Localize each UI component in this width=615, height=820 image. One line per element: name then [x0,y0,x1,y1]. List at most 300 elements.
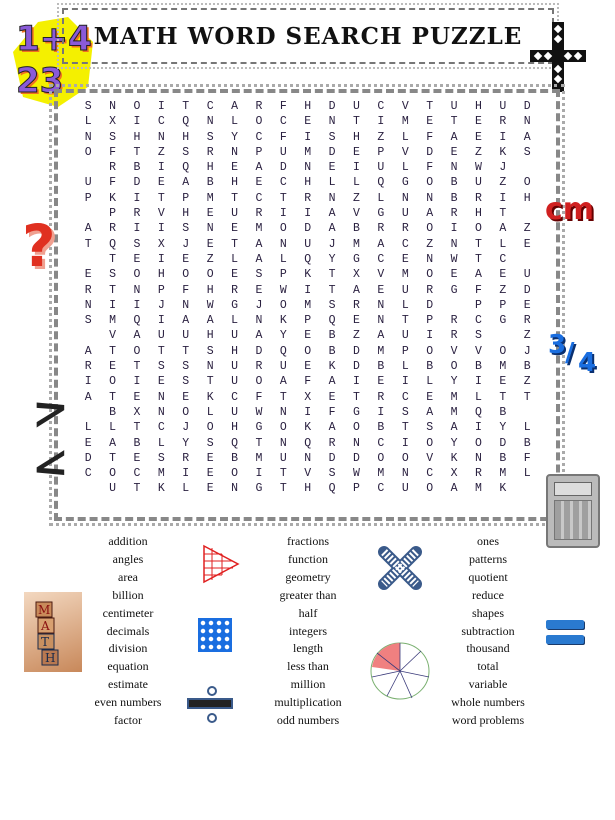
grid-letter[interactable]: N [401,467,409,481]
grid-letter[interactable]: U [231,405,238,419]
grid-letter[interactable]: O [231,467,238,481]
grid-letter[interactable]: T [279,191,287,205]
grid-letter[interactable]: T [523,390,531,404]
grid-letter[interactable]: U [279,145,287,159]
grid-letter[interactable]: K [499,145,507,159]
grid-letter[interactable]: L [474,390,482,404]
grid-letter[interactable]: L [157,436,165,450]
grid-letter[interactable]: F [426,161,434,175]
grid-letter[interactable]: I [133,115,141,129]
grid-letter[interactable]: M [353,237,360,251]
grid-letter[interactable]: I [133,298,141,312]
grid-letter[interactable]: G [231,298,238,312]
grid-letter[interactable]: A [450,130,458,144]
grid-letter[interactable]: P [304,314,312,328]
grid-letter[interactable]: A [523,130,531,144]
grid-letter[interactable]: T [133,145,141,159]
grid-letter[interactable]: I [474,421,482,435]
grid-letter[interactable]: I [157,161,165,175]
grid-letter[interactable]: L [231,252,238,266]
grid-letter[interactable]: E [353,145,360,159]
grid-letter[interactable]: I [279,207,287,221]
grid-letter[interactable] [76,328,100,343]
grid-letter[interactable]: B [499,405,507,419]
grid-letter[interactable]: N [157,390,165,404]
grid-letter[interactable]: O [133,344,141,358]
grid-letter[interactable]: B [328,344,336,358]
grid-letter[interactable]: B [328,329,336,343]
grid-letter[interactable]: H [474,207,482,221]
grid-letter[interactable]: O [109,467,117,481]
grid-letter[interactable]: C [84,467,92,481]
grid-letter[interactable]: N [426,252,434,266]
grid-letter[interactable]: F [182,283,190,297]
grid-letter[interactable]: E [206,451,214,465]
grid-letter[interactable]: A [109,436,117,450]
grid-letter[interactable]: E [426,390,434,404]
grid-letter[interactable]: R [255,100,263,113]
grid-letter[interactable]: W [206,298,214,312]
grid-letter[interactable]: T [109,252,117,266]
grid-letter[interactable]: S [401,405,409,419]
grid-letter[interactable]: W [279,283,287,297]
grid-letter[interactable] [491,328,515,343]
grid-letter[interactable]: F [328,405,336,419]
grid-letter[interactable]: I [133,375,141,389]
grid-letter[interactable]: N [328,115,336,129]
grid-letter[interactable]: B [474,360,482,374]
grid-letter[interactable]: V [377,268,385,282]
grid-letter[interactable]: N [206,360,214,374]
grid-letter[interactable]: P [255,145,263,159]
grid-letter[interactable]: T [133,482,141,496]
grid-letter[interactable]: T [499,390,507,404]
grid-letter[interactable]: D [328,100,336,113]
grid-letter[interactable]: G [255,482,263,496]
grid-letter[interactable]: J [182,237,190,251]
grid-letter[interactable]: A [328,375,336,389]
grid-letter[interactable]: R [377,222,385,236]
grid-letter[interactable]: K [304,268,312,282]
grid-letter[interactable]: K [328,360,336,374]
grid-letter[interactable]: F [109,176,117,190]
grid-letter[interactable]: O [523,176,531,190]
grid-letter[interactable]: K [206,390,214,404]
grid-letter[interactable]: A [84,344,92,358]
grid-letter[interactable]: E [157,176,165,190]
grid-letter[interactable]: X [157,237,165,251]
grid-letter[interactable]: D [133,176,141,190]
grid-letter[interactable]: Z [523,329,531,343]
grid-letter[interactable]: N [206,115,214,129]
grid-letter[interactable]: D [255,344,263,358]
grid-letter[interactable]: V [157,207,165,221]
grid-letter[interactable]: Y [450,375,458,389]
grid-letter[interactable]: E [182,252,190,266]
grid-letter[interactable]: E [304,329,312,343]
grid-letter[interactable]: O [206,268,214,282]
grid-letter[interactable]: L [206,405,214,419]
grid-letter[interactable]: A [328,207,336,221]
grid-letter[interactable]: A [133,329,141,343]
grid-letter[interactable]: T [182,100,190,113]
grid-letter[interactable]: R [353,298,360,312]
grid-letter[interactable]: O [474,222,482,236]
grid-letter[interactable]: A [450,421,458,435]
grid-letter[interactable]: S [206,130,214,144]
grid-letter[interactable]: F [426,130,434,144]
grid-letter[interactable]: E [255,176,263,190]
grid-letter[interactable]: I [157,314,165,328]
grid-letter[interactable]: A [84,390,92,404]
grid-letter[interactable]: H [523,191,531,205]
grid-letter[interactable]: O [426,222,434,236]
grid-letter[interactable]: W [474,161,482,175]
grid-letter[interactable]: D [353,360,360,374]
grid-letter[interactable]: L [84,115,92,129]
grid-letter[interactable]: U [279,360,287,374]
grid-letter[interactable]: I [133,222,141,236]
grid-letter[interactable]: K [157,482,165,496]
grid-letter[interactable]: B [450,191,458,205]
grid-letter[interactable]: R [255,207,263,221]
grid-letter[interactable]: L [401,130,409,144]
grid-letter[interactable]: U [157,329,165,343]
grid-letter[interactable]: I [182,467,190,481]
grid-letter[interactable]: I [377,115,385,129]
grid-letter[interactable]: J [157,298,165,312]
grid-letter[interactable]: N [304,451,312,465]
grid-letter[interactable]: U [523,268,531,282]
grid-letter[interactable]: Z [523,375,531,389]
grid-letter[interactable]: O [133,268,141,282]
grid-letter[interactable]: S [328,130,336,144]
grid-letter[interactable]: E [450,268,458,282]
grid-letter[interactable]: I [499,130,507,144]
grid-letter[interactable]: H [231,176,238,190]
grid-letter[interactable]: R [450,329,458,343]
grid-letter[interactable]: Q [279,344,287,358]
grid-letter[interactable]: I [255,467,263,481]
grid-letter[interactable]: M [401,115,409,129]
grid-letter[interactable]: M [450,405,458,419]
grid-letter[interactable]: S [157,451,165,465]
grid-letter[interactable]: O [450,360,458,374]
grid-letter[interactable]: T [109,344,117,358]
grid-letter[interactable]: N [328,191,336,205]
grid-letter[interactable]: T [426,100,434,113]
grid-letter[interactable]: L [401,298,409,312]
grid-letter[interactable]: O [499,344,507,358]
grid-letter[interactable]: L [523,421,531,435]
grid-letter[interactable]: B [231,451,238,465]
grid-letter[interactable]: S [523,145,531,159]
grid-letter[interactable]: H [231,344,238,358]
grid-letter[interactable]: L [401,360,409,374]
grid-letter[interactable]: I [353,375,360,389]
grid-letter[interactable]: C [133,467,141,481]
grid-letter[interactable]: E [133,451,141,465]
grid-letter[interactable]: I [109,298,117,312]
grid-letter[interactable]: G [450,283,458,297]
grid-letter[interactable]: R [474,191,482,205]
grid-letter[interactable]: Z [157,145,165,159]
grid-letter[interactable]: A [377,329,385,343]
grid-letter[interactable]: C [157,115,165,129]
grid-letter[interactable]: V [401,145,409,159]
grid-letter[interactable]: F [304,375,312,389]
grid-letter[interactable]: Y [231,130,238,144]
grid-letter[interactable]: H [182,207,190,221]
grid-letter[interactable]: I [450,222,458,236]
grid-letter[interactable]: M [401,268,409,282]
grid-letter[interactable]: S [109,130,117,144]
grid-letter[interactable]: D [279,161,287,175]
grid-letter[interactable]: Q [231,436,238,450]
grid-letter[interactable]: O [426,344,434,358]
grid-letter[interactable]: C [426,467,434,481]
grid-letter[interactable]: Y [499,421,507,435]
grid-letter[interactable]: D [499,436,507,450]
grid-letter[interactable]: O [109,375,117,389]
grid-letter[interactable]: Z [474,145,482,159]
grid-letter[interactable]: H [206,329,214,343]
grid-letter[interactable]: P [426,314,434,328]
grid-letter[interactable]: Z [499,176,507,190]
grid-letter[interactable]: Z [353,191,360,205]
grid-letter[interactable]: W [255,405,263,419]
grid-letter[interactable]: R [109,222,117,236]
grid-letter[interactable]: S [328,298,336,312]
grid-letter[interactable]: I [474,375,482,389]
grid-letter[interactable]: S [109,268,117,282]
grid-letter[interactable]: T [450,115,458,129]
grid-letter[interactable]: U [401,283,409,297]
grid-letter[interactable]: T [109,390,117,404]
grid-letter[interactable]: R [206,145,214,159]
grid-letter[interactable]: R [109,161,117,175]
grid-letter[interactable]: T [474,252,482,266]
grid-letter[interactable]: R [426,283,434,297]
grid-letter[interactable]: S [182,222,190,236]
grid-letter[interactable]: V [304,467,312,481]
grid-letter[interactable]: T [157,344,165,358]
grid-letter[interactable]: E [523,298,531,312]
grid-letter[interactable]: M [377,467,385,481]
grid-letter[interactable]: C [279,176,287,190]
grid-letter[interactable]: E [231,161,238,175]
grid-letter[interactable]: U [231,360,238,374]
grid-letter[interactable]: S [84,314,92,328]
grid-letter[interactable]: I [157,100,165,113]
grid-letter[interactable]: L [84,421,92,435]
grid-letter[interactable]: E [499,375,507,389]
grid-letter[interactable]: T [279,467,287,481]
grid-letter[interactable]: S [84,100,92,113]
grid-letter[interactable]: O [84,145,92,159]
grid-letter[interactable]: D [328,145,336,159]
grid-letter[interactable]: S [182,145,190,159]
grid-letter[interactable]: A [255,161,263,175]
grid-letter[interactable]: C [377,100,385,113]
grid-letter[interactable]: D [426,298,434,312]
grid-letter[interactable]: E [426,115,434,129]
grid-letter[interactable]: M [304,145,312,159]
grid-letter[interactable]: B [109,405,117,419]
grid-letter[interactable]: E [304,115,312,129]
grid-letter[interactable]: B [377,360,385,374]
grid-letter[interactable] [76,252,100,267]
grid-letter[interactable]: P [279,268,287,282]
grid-letter[interactable]: B [353,222,360,236]
grid-letter[interactable]: N [304,161,312,175]
grid-letter[interactable]: U [84,176,92,190]
grid-letter[interactable]: G [377,207,385,221]
grid-letter[interactable]: J [328,237,336,251]
grid-letter[interactable]: D [523,100,531,113]
grid-letter[interactable]: G [353,405,360,419]
grid-letter[interactable]: A [426,405,434,419]
grid-letter[interactable]: E [206,207,214,221]
grid-letter[interactable]: I [304,405,312,419]
grid-letter[interactable]: M [499,467,507,481]
grid-letter[interactable]: A [450,482,458,496]
grid-letter[interactable]: W [353,467,360,481]
grid-letter[interactable]: C [231,390,238,404]
grid-letter[interactable]: R [304,191,312,205]
grid-letter[interactable]: P [499,298,507,312]
grid-letter[interactable]: Y [450,436,458,450]
grid-letter[interactable]: E [401,252,409,266]
grid-letter[interactable]: K [109,191,117,205]
grid-letter[interactable]: N [182,298,190,312]
grid-letter[interactable]: F [523,451,531,465]
grid-letter[interactable]: H [474,100,482,113]
grid-letter[interactable]: T [231,237,238,251]
grid-letter[interactable]: E [328,390,336,404]
grid-letter[interactable]: N [231,482,238,496]
grid-letter[interactable]: U [401,329,409,343]
grid-letter[interactable]: K [499,482,507,496]
grid-letter[interactable]: T [182,344,190,358]
grid-letter[interactable]: M [206,191,214,205]
grid-letter[interactable]: O [353,421,360,435]
grid-letter[interactable]: C [474,314,482,328]
grid-letter[interactable] [76,206,100,221]
grid-letter[interactable]: T [255,436,263,450]
grid-letter[interactable]: R [401,222,409,236]
grid-letter[interactable]: I [377,405,385,419]
grid-letter[interactable]: R [255,360,263,374]
grid-letter[interactable]: U [450,100,458,113]
grid-letter[interactable]: N [206,222,214,236]
grid-letter[interactable] [76,405,100,420]
grid-letter[interactable]: F [474,283,482,297]
grid-letter[interactable]: N [157,130,165,144]
grid-letter[interactable]: T [206,375,214,389]
grid-letter[interactable]: I [426,329,434,343]
grid-letter[interactable]: O [377,451,385,465]
grid-letter[interactable]: K [450,451,458,465]
grid-letter[interactable]: Z [426,237,434,251]
grid-letter[interactable]: L [499,237,507,251]
grid-letter[interactable] [76,160,100,175]
grid-letter[interactable]: A [279,375,287,389]
grid-letter[interactable]: O [426,436,434,450]
grid-letter[interactable]: S [474,329,482,343]
grid-letter[interactable]: T [401,421,409,435]
grid-letter[interactable]: M [474,482,482,496]
grid-letter[interactable]: O [401,451,409,465]
grid-letter[interactable]: V [450,344,458,358]
grid-letter[interactable]: C [377,482,385,496]
grid-letter[interactable]: A [182,314,190,328]
grid-letter[interactable]: N [255,314,263,328]
grid-letter[interactable]: P [109,207,117,221]
grid-letter[interactable]: E [133,390,141,404]
grid-letter[interactable]: N [84,298,92,312]
grid-letter[interactable]: F [279,130,287,144]
grid-letter[interactable]: H [304,100,312,113]
grid-letter[interactable]: L [231,314,238,328]
grid-letter[interactable]: N [450,237,458,251]
grid-letter[interactable]: O [426,268,434,282]
grid-letter[interactable]: B [206,176,214,190]
grid-letter[interactable]: O [279,298,287,312]
grid-letter[interactable]: B [377,421,385,435]
grid-letter[interactable]: M [304,298,312,312]
grid-letter[interactable]: D [84,451,92,465]
grid-letter[interactable]: A [231,100,238,113]
grid-letter[interactable]: A [255,237,263,251]
grid-letter[interactable]: C [401,237,409,251]
grid-letter[interactable]: D [353,451,360,465]
grid-letter[interactable]: E [353,314,360,328]
grid-letter[interactable]: F [255,390,263,404]
grid-letter[interactable]: F [279,100,287,113]
grid-letter[interactable]: U [499,100,507,113]
grid-letter[interactable]: O [304,344,312,358]
grid-letter[interactable]: Y [328,252,336,266]
grid-letter[interactable]: U [304,237,312,251]
grid-letter[interactable]: Z [206,252,214,266]
grid-letter[interactable]: N [84,130,92,144]
grid-letter[interactable]: N [377,314,385,328]
grid-letter[interactable]: G [353,252,360,266]
grid-letter[interactable]: Q [377,176,385,190]
grid-letter[interactable]: L [377,191,385,205]
grid-letter[interactable]: L [401,161,409,175]
grid-letter[interactable]: A [499,222,507,236]
grid-letter[interactable]: T [279,482,287,496]
grid-letter[interactable]: T [133,360,141,374]
grid-letter[interactable]: L [109,421,117,435]
grid-letter[interactable]: T [109,283,117,297]
grid-letter[interactable]: Z [377,130,385,144]
grid-letter[interactable]: U [401,482,409,496]
grid-letter[interactable]: D [304,222,312,236]
grid-letter[interactable]: M [109,314,117,328]
grid-letter[interactable]: O [182,268,190,282]
grid-letter[interactable]: T [474,237,482,251]
grid-letter[interactable]: V [109,329,117,343]
grid-letter[interactable]: E [255,283,263,297]
grid-letter[interactable]: U [401,207,409,221]
grid-letter[interactable]: T [279,390,287,404]
grid-letter[interactable]: R [377,390,385,404]
grid-letter[interactable]: G [255,421,263,435]
grid-letter[interactable]: U [109,482,117,496]
